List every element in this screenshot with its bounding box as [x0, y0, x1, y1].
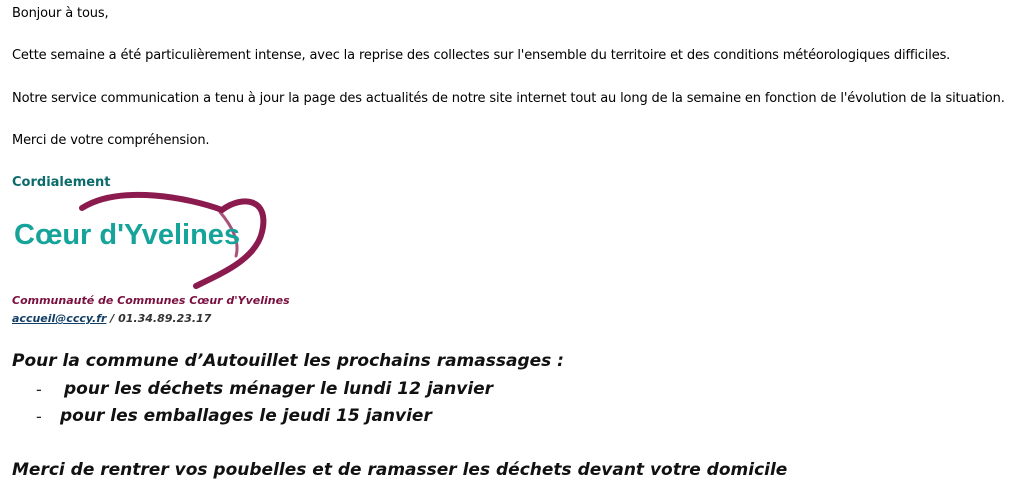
contact-line	[12, 312, 211, 325]
heart-logo-graphic	[10, 190, 270, 292]
bullet-marker: -	[36, 407, 42, 426]
list-item-packaging: pour les emballages le jeudi 15 janvier	[60, 406, 432, 426]
paragraph-communication-service: Notre service communication a tenu à jour la page des actualités de notre site internet tout au long de la semaine en fonction de l'évolution de la situation.	[12, 91, 1005, 106]
notice-heading: Pour la commune d’Autouillet les prochains ramassages :	[12, 351, 564, 371]
organization-name: Communauté de Communes Cœur d'Yvelines	[12, 294, 290, 307]
notice-footer: Merci de rentrer vos poubelles et de ramasser les déchets devant votre domicile	[12, 460, 788, 480]
bullet-marker: -	[36, 380, 42, 399]
logo-text: Cœur d'Yvelines	[14, 219, 241, 251]
greeting-text: Bonjour à tous,	[12, 6, 109, 21]
paragraph-thanks: Merci de votre compréhension.	[12, 133, 210, 148]
signature-closing: Cordialement	[12, 175, 111, 190]
list-item-household-waste: pour les déchets ménager le lundi 12 janvier	[64, 379, 494, 399]
email-link[interactable]: accueil@cccy.fr	[12, 312, 107, 325]
phone-number: 01.34.89.23.17	[118, 312, 212, 325]
paragraph-collection-week: Cette semaine a été particulièrement intense, avec la reprise des collectes sur l'ensemble du territoire et des conditions météorologiques difficiles.	[12, 48, 951, 63]
contact-separator: /	[106, 312, 119, 325]
coeur-dyvelines-logo	[10, 190, 270, 292]
